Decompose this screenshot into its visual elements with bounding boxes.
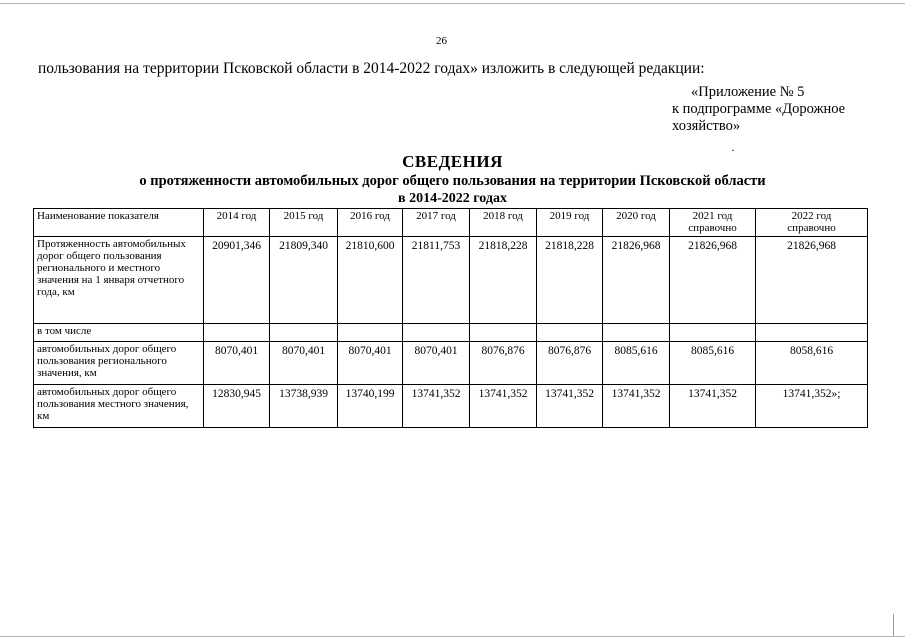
value-cell: 13741,352 — [537, 385, 603, 428]
table-row — [34, 324, 868, 342]
table-row — [34, 385, 868, 428]
value-cell: 20901,346 — [204, 237, 270, 324]
value-cell — [537, 324, 603, 342]
appendix-line-3: хозяйство» — [672, 118, 741, 134]
document-title: СВЕДЕНИЯ — [402, 152, 503, 171]
value-cell — [470, 324, 537, 342]
value-cell: 8070,401 — [338, 342, 403, 385]
value-cell — [403, 324, 470, 342]
appendix-note — [672, 84, 872, 135]
value-cell: 21811,753 — [403, 237, 470, 324]
row-label: автомобильных дорог общего пользования регионального значения, км — [34, 342, 204, 385]
value-cell: 21826,968 — [756, 237, 868, 324]
document-subtitle: о протяженности автомобильных дорог общего пользования на территории Псковской области — [139, 173, 766, 189]
value-cell — [270, 324, 338, 342]
value-cell: 13740,199 — [338, 385, 403, 428]
value-cell — [338, 324, 403, 342]
value-cell: 21818,228 — [537, 237, 603, 324]
value-cell: 13741,352 — [670, 385, 756, 428]
value-cell — [670, 324, 756, 342]
value-cell — [756, 324, 868, 342]
value-cell: 21826,968 — [670, 237, 756, 324]
table-row — [34, 237, 868, 324]
value-cell: 21810,600 — [338, 237, 403, 324]
table-header-row — [34, 209, 868, 237]
value-cell: 21826,968 — [603, 237, 670, 324]
scan-mark-right — [893, 614, 894, 636]
header-cell: 2015 год — [270, 209, 338, 237]
value-cell: 8076,876 — [537, 342, 603, 385]
value-cell: 21818,228 — [470, 237, 537, 324]
value-cell: 8058,616 — [756, 342, 868, 385]
value-cell — [603, 324, 670, 342]
value-cell: 13741,352 — [403, 385, 470, 428]
value-cell: 13738,939 — [270, 385, 338, 428]
header-cell: 2014 год — [204, 209, 270, 237]
header-cell: 2016 год — [338, 209, 403, 237]
value-cell: 13741,352»; — [756, 385, 868, 428]
stray-dot: · — [731, 143, 735, 157]
value-cell — [204, 324, 270, 342]
value-cell: 8085,616 — [603, 342, 670, 385]
header-cell: 2021 год справочно — [670, 209, 756, 237]
header-cell: 2019 год — [537, 209, 603, 237]
value-cell: 8070,401 — [403, 342, 470, 385]
header-cell: 2018 год — [470, 209, 537, 237]
intro-text: пользования на территории Псковской области в 2014-2022 годах» изложить в следующей редакции: — [38, 60, 705, 77]
row-label: Протяженность автомобильных дорог общего пользования регионального и местного значения на 1 января отчетного года, км — [34, 237, 204, 324]
appendix-line-2: к подпрограмме «Дорожное — [672, 101, 846, 117]
table-row — [34, 342, 868, 385]
header-cell: 2022 год справочно — [756, 209, 868, 237]
header-cell: 2017 год — [403, 209, 470, 237]
road-length-table — [33, 208, 868, 428]
scan-edge-top — [0, 3, 905, 4]
page-number: 26 — [436, 35, 447, 47]
appendix-line-1: «Приложение № 5 — [691, 84, 805, 100]
header-cell: Наименование показателя — [34, 209, 204, 237]
value-cell: 8085,616 — [670, 342, 756, 385]
value-cell: 13741,352 — [470, 385, 537, 428]
document-subtitle-period: в 2014-2022 годах — [398, 191, 507, 206]
value-cell: 8070,401 — [270, 342, 338, 385]
row-label: автомобильных дорог общего пользования местного значения, км — [34, 385, 204, 428]
row-label: в том числе — [34, 324, 204, 342]
value-cell: 8076,876 — [470, 342, 537, 385]
header-cell: 2020 год — [603, 209, 670, 237]
value-cell: 13741,352 — [603, 385, 670, 428]
value-cell: 8070,401 — [204, 342, 270, 385]
value-cell: 12830,945 — [204, 385, 270, 428]
value-cell: 21809,340 — [270, 237, 338, 324]
scan-edge-bottom — [0, 636, 905, 637]
